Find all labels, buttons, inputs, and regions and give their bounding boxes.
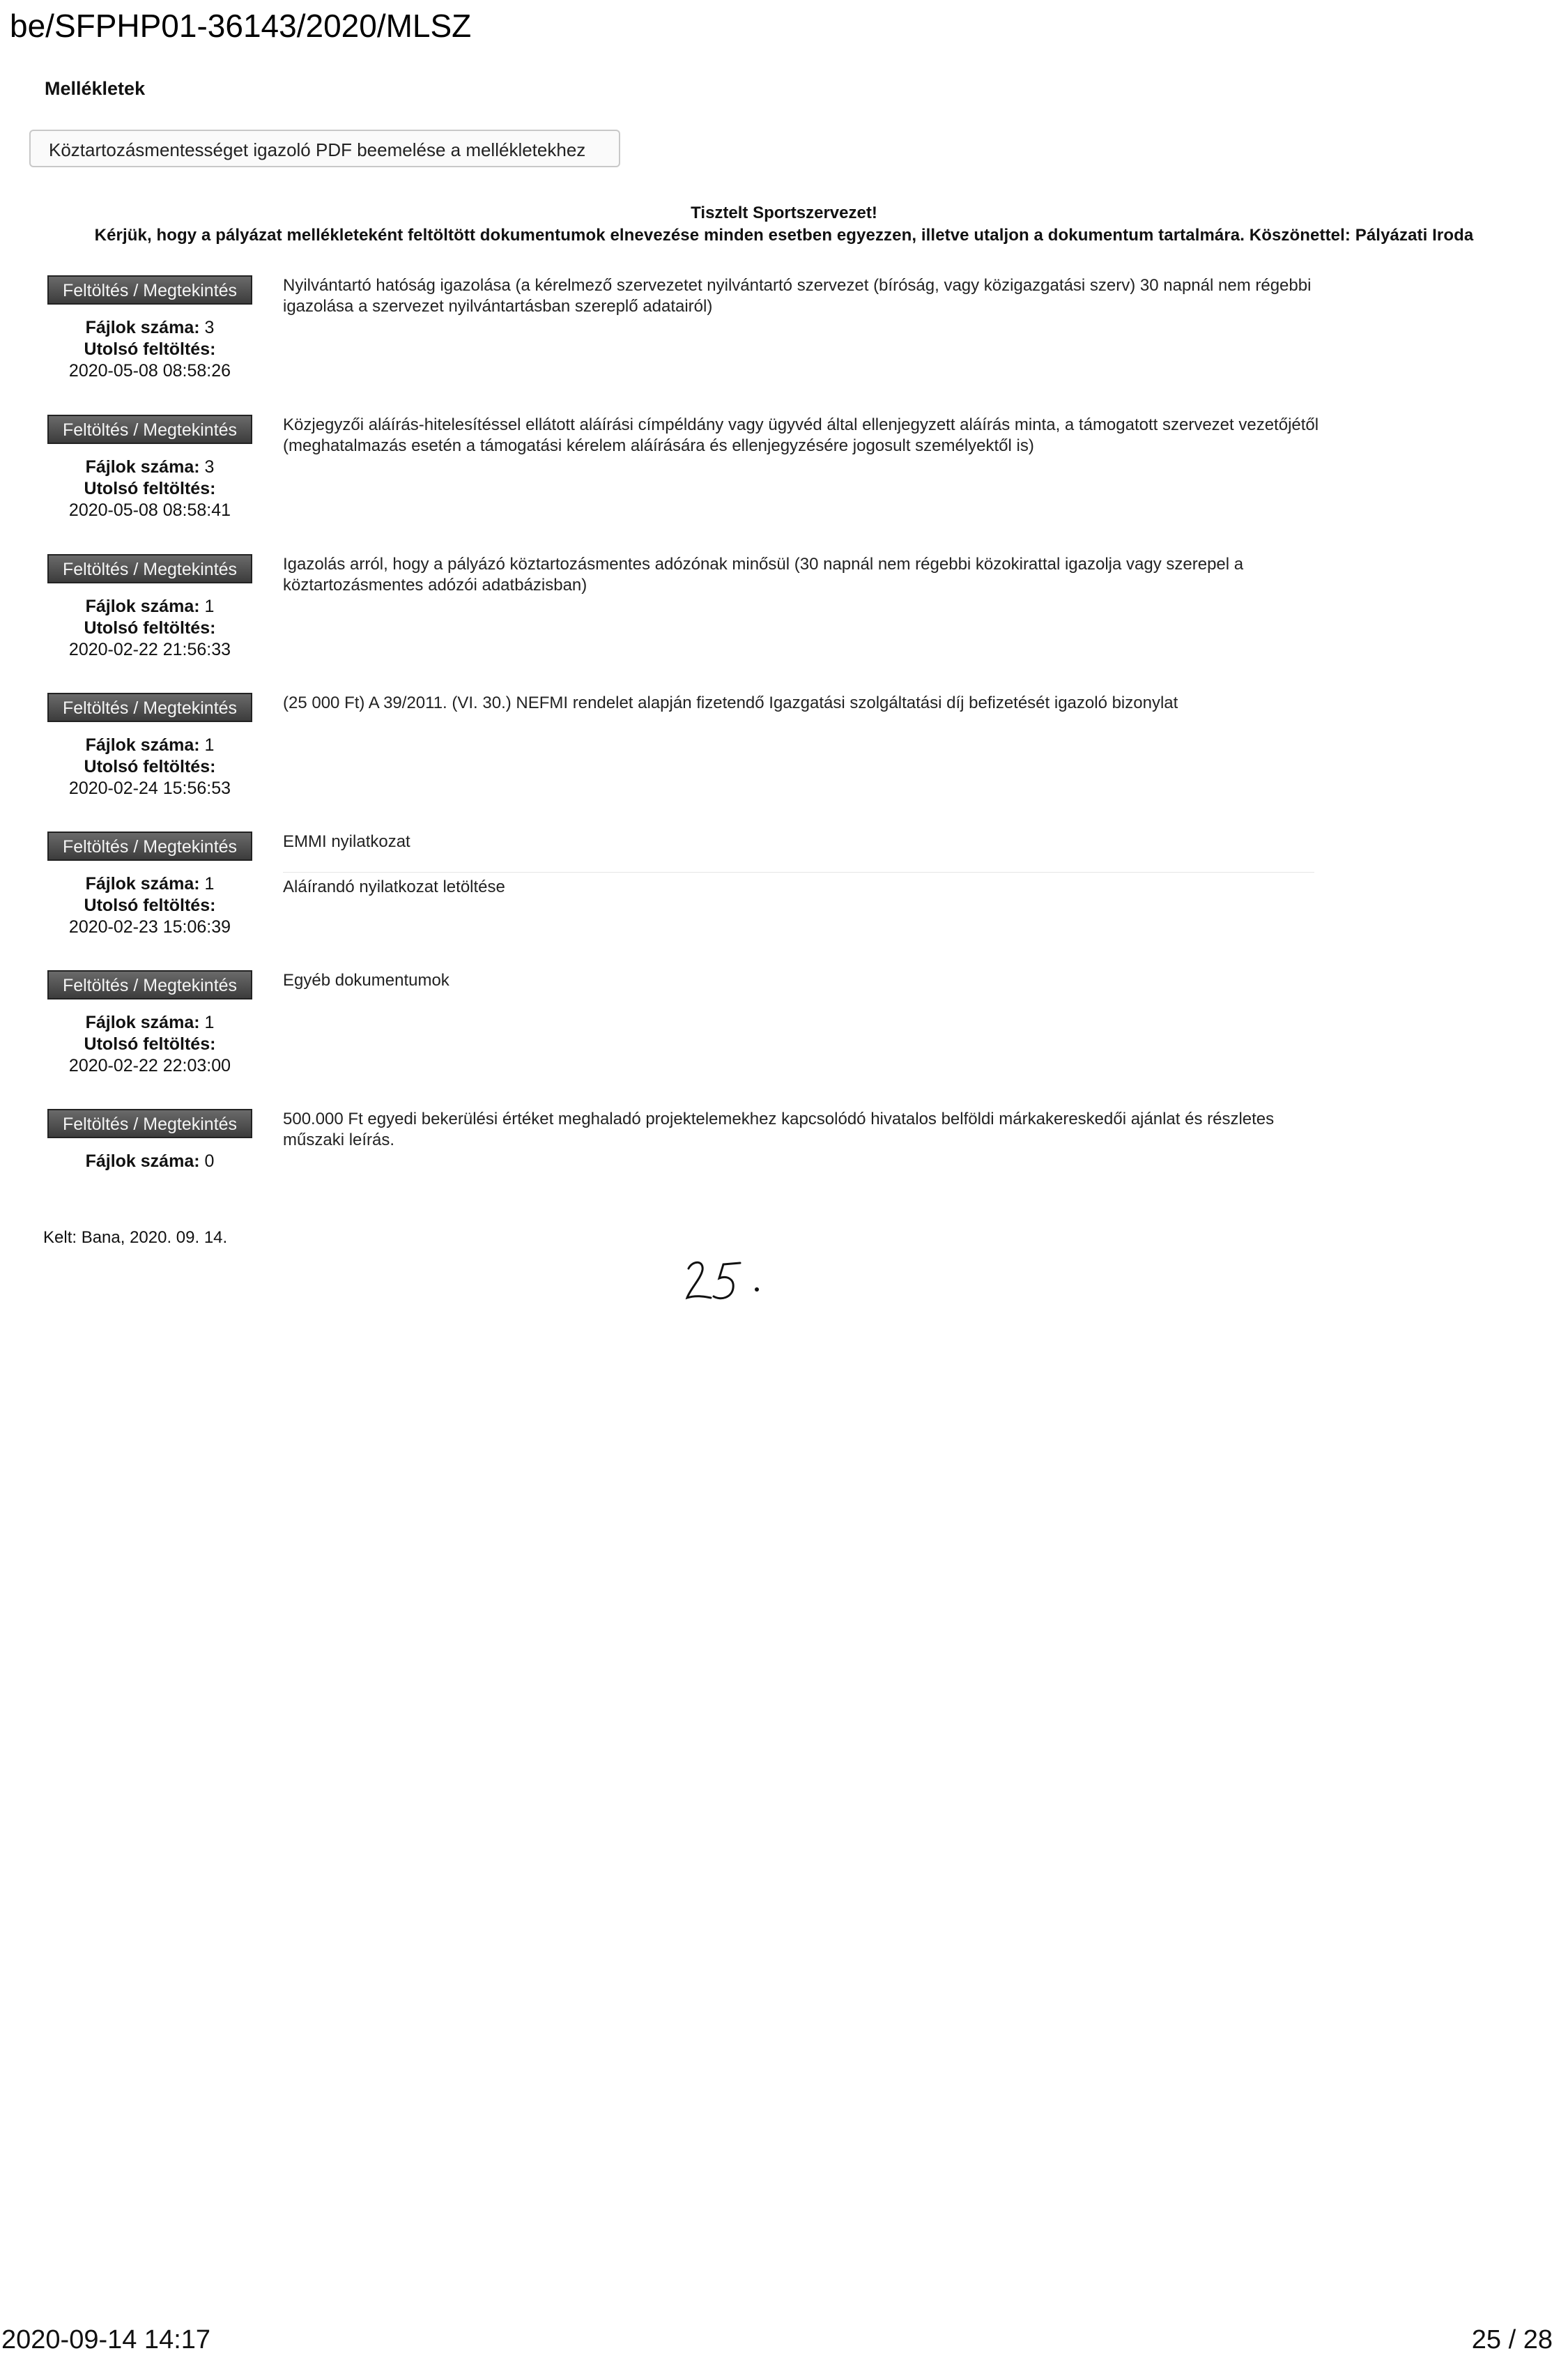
- attachment-meta: [47, 1012, 252, 1077]
- attachment-description: 500.000 Ft egyedi bekerülési értéket meghaladó projektelemekhez kapcsolódó hivatalos belföldi márkakereskedői ajánlat és részletes műszaki leírás.: [283, 1110, 1275, 1149]
- page-number: 25 / 28: [1471, 2325, 1553, 2354]
- last-upload-time: 2020-02-22 22:03:00: [68, 1056, 231, 1075]
- file-count: 1: [204, 1013, 215, 1032]
- last-upload-label: Utolsó feltöltés:: [84, 479, 216, 498]
- last-upload-label: Utolsó feltöltés:: [84, 896, 216, 915]
- upload-view-button[interactable]: Feltöltés / Megtekintés: [47, 554, 252, 583]
- notice-body: Kérjük, hogy a pályázat mellékleteként feltöltött dokumentumok elnevezése minden esetben egyezzen, illetve utaljon a dokumentum tartalmára. Köszönettel: Pályázati Iroda: [94, 226, 1474, 245]
- notice-title: Tisztelt Sportszervezet!: [691, 204, 877, 222]
- attachment-description: Nyilvántartó hatóság igazolása (a kérelmező szervezetet nyilvántartó szervezet (bíróság, vagy közigazgatási szerv) 30 napnál nem régebbi igazolása a szervezet nyilvántartásban szereplő adatairól): [283, 276, 1312, 316]
- last-upload-time: 2020-02-24 15:56:53: [68, 779, 231, 798]
- attachment-description: [283, 832, 1321, 898]
- upload-view-button[interactable]: Feltöltés / Megtekintés: [47, 970, 252, 999]
- upload-view-button[interactable]: Feltöltés / Megtekintés: [47, 693, 252, 722]
- last-upload-time: 2020-05-08 08:58:26: [68, 361, 231, 381]
- file-count: 1: [204, 874, 215, 894]
- file-count: 1: [204, 735, 215, 755]
- file-count-label: Fájlok száma:: [85, 874, 200, 894]
- attachment-meta: [47, 873, 252, 938]
- attachment-meta: [47, 457, 252, 521]
- upload-view-button[interactable]: Feltöltés / Megtekintés: [47, 275, 252, 305]
- file-count-label: Fájlok száma:: [85, 1013, 200, 1032]
- include-pdf-button[interactable]: Köztartozásmentességet igazoló PDF beemelése a mellékletekhez: [29, 130, 620, 167]
- file-count: 0: [204, 1151, 215, 1171]
- file-count: 3: [204, 457, 215, 477]
- last-upload-time: 2020-05-08 08:58:41: [68, 500, 231, 520]
- attachment-meta: [47, 596, 252, 661]
- attachment-meta: [47, 1151, 252, 1172]
- attachment-description: (25 000 Ft) A 39/2011. (VI. 30.) NEFMI rendelet alapján fizetendő Igazgatási szolgáltatási díj befizetését igazoló bizonylat: [283, 694, 1178, 712]
- last-upload-label: Utolsó feltöltés:: [84, 618, 216, 638]
- notice: [0, 204, 1568, 245]
- attachment-description: Egyéb dokumentumok: [283, 971, 449, 990]
- file-count-label: Fájlok száma:: [85, 597, 200, 616]
- upload-view-button[interactable]: Feltöltés / Megtekintés: [47, 832, 252, 861]
- file-count-label: Fájlok száma:: [85, 1151, 200, 1171]
- attachment-title: EMMI nyilatkozat: [283, 832, 410, 851]
- last-upload-time: 2020-02-23 15:06:39: [68, 917, 231, 937]
- file-count: 3: [204, 318, 215, 337]
- last-upload-label: Utolsó feltöltés:: [84, 339, 216, 359]
- file-count-label: Fájlok száma:: [85, 457, 200, 477]
- place-date: Kelt: Bana, 2020. 09. 14.: [43, 1228, 228, 1247]
- attachment-description: Közjegyzői aláírás-hitelesítéssel ellátott aláírási címpéldány vagy ügyvéd által ellenjegyzett aláírás minta, a támogatott szervezet vezetőjétől (meghatalmazás esetén a támogatási kérelem aláírására és ellenjegyzésére jogosult személyektől is): [283, 415, 1319, 455]
- document-reference: be/SFPHP01-36143/2020/MLSZ: [10, 8, 472, 44]
- upload-view-button[interactable]: Feltöltés / Megtekintés: [47, 415, 252, 444]
- file-count: 1: [204, 597, 215, 616]
- attachment-meta: [47, 317, 252, 382]
- last-upload-label: Utolsó feltöltés:: [84, 757, 216, 776]
- attachment-meta: [47, 735, 252, 799]
- last-upload-time: 2020-02-22 21:56:33: [68, 640, 231, 659]
- print-datetime: 2020-09-14 14:17: [1, 2325, 211, 2354]
- upload-view-button[interactable]: Feltöltés / Megtekintés: [47, 1109, 252, 1138]
- section-title: Mellékletek: [45, 78, 146, 99]
- handwritten-page-number: [683, 1255, 774, 1310]
- download-declaration-link[interactable]: Aláírandó nyilatkozat letöltése: [283, 872, 1314, 898]
- last-upload-label: Utolsó feltöltés:: [84, 1034, 216, 1054]
- file-count-label: Fájlok száma:: [85, 735, 200, 755]
- file-count-label: Fájlok száma:: [85, 318, 200, 337]
- attachment-description: Igazolás arról, hogy a pályázó köztartozásmentes adózónak minősül (30 napnál nem régebbi közokirattal igazolja vagy szerepel a köztartozásmentes adózói adatbázisban): [283, 555, 1244, 595]
